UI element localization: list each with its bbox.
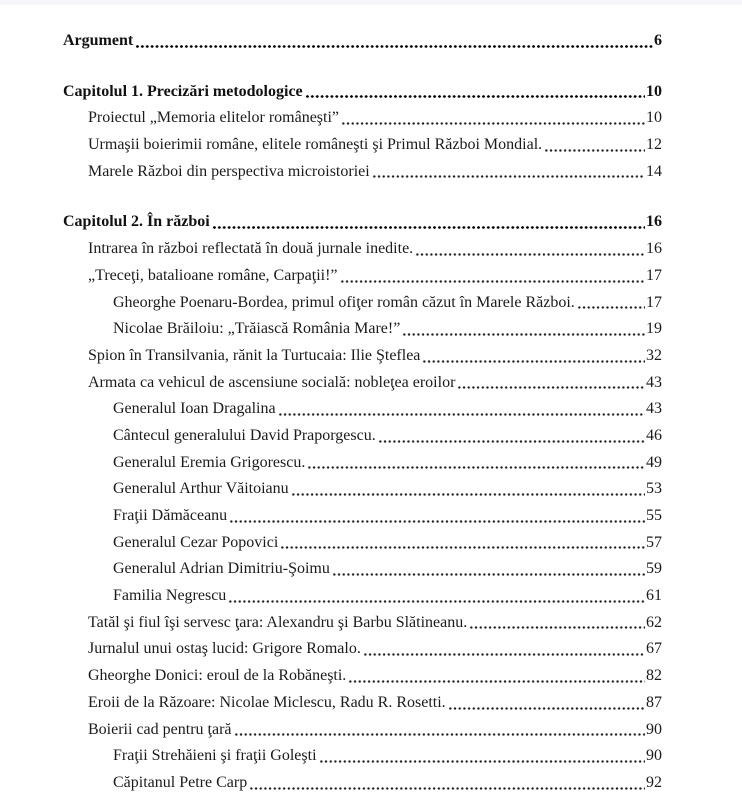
toc-entry-label: Urmaşii boierimii române, elitele româneşti şi Primul Război Mondial. bbox=[88, 136, 543, 154]
dot-leader bbox=[279, 530, 645, 557]
toc-entry-page: 17 bbox=[646, 266, 662, 284]
toc-entry-label: Generalul Eremia Grigorescu. bbox=[113, 453, 306, 471]
toc-entry-page: 55 bbox=[646, 507, 662, 524]
toc-entry[interactable] bbox=[63, 263, 662, 290]
dot-leader bbox=[277, 396, 645, 423]
toc-entry-label: Fraţii Strehăieni şi fraţii Goleşti bbox=[113, 747, 317, 765]
toc-entry[interactable] bbox=[63, 770, 662, 797]
toc-entry[interactable] bbox=[63, 290, 662, 317]
toc-entry-label: Căpitanul Petre Carp bbox=[113, 773, 248, 791]
toc-entry-label: Jurnalul unui ostaş lucid: Grigore Romalo. bbox=[88, 640, 361, 658]
dot-leader bbox=[362, 636, 645, 663]
toc-entry-page: 10 bbox=[646, 82, 662, 100]
toc-entry[interactable] bbox=[63, 743, 662, 770]
toc-entry-page: 87 bbox=[646, 693, 662, 711]
toc-entry[interactable] bbox=[63, 636, 662, 663]
toc-entry[interactable] bbox=[63, 396, 662, 423]
toc-entry[interactable] bbox=[63, 610, 662, 637]
toc-entry[interactable] bbox=[63, 663, 662, 690]
toc-entry[interactable] bbox=[63, 343, 662, 370]
toc-entry[interactable] bbox=[63, 209, 662, 236]
dot-leader bbox=[248, 770, 645, 797]
toc-entry[interactable] bbox=[63, 717, 662, 744]
toc-entry-label: Generalul Adrian Dimitriu-Şoimu bbox=[113, 560, 330, 578]
toc-entry-page: 90 bbox=[646, 720, 662, 738]
dot-leader bbox=[377, 423, 645, 450]
toc-entry[interactable] bbox=[63, 450, 662, 477]
toc-entry-label: Familia Negrescu bbox=[113, 587, 227, 605]
dot-leader bbox=[227, 583, 645, 610]
toc-entry[interactable] bbox=[63, 690, 662, 717]
dot-leader bbox=[290, 476, 645, 503]
toc-entry-label: Generalul Ioan Dragalina bbox=[113, 400, 276, 418]
toc-entry-page: 53 bbox=[646, 480, 662, 498]
toc-entry-page: 59 bbox=[646, 560, 662, 578]
toc-entry-page: 67 bbox=[646, 640, 662, 658]
dot-leader bbox=[543, 132, 645, 159]
toc-entry-page: 17 bbox=[646, 293, 662, 311]
toc-entry[interactable] bbox=[63, 476, 662, 503]
toc-entry-page: 49 bbox=[646, 453, 662, 471]
toc-entry-page: 10 bbox=[646, 109, 662, 127]
toc-entry-label: Spion în Transilvania, rănit la Turtucaia: Ilie Şteflea bbox=[88, 346, 421, 364]
toc-entry-label: Intrarea în război reflectată în două jurnale inedite. bbox=[88, 240, 414, 258]
page-top-edge bbox=[0, 0, 742, 5]
dot-leader bbox=[468, 610, 645, 637]
toc-entry-label: Generalul Arthur Văitoianu bbox=[113, 480, 289, 498]
dot-leader bbox=[233, 717, 646, 744]
toc-entry-page: 62 bbox=[646, 613, 662, 631]
dot-leader bbox=[318, 743, 645, 770]
dot-leader bbox=[304, 79, 645, 106]
toc-entry[interactable] bbox=[63, 503, 662, 530]
dot-leader bbox=[331, 556, 645, 583]
toc-entry[interactable] bbox=[63, 316, 662, 343]
dot-leader bbox=[211, 209, 645, 236]
toc-entry-page: 82 bbox=[646, 667, 662, 685]
dot-leader bbox=[306, 450, 645, 477]
toc-entry-label: Marele Război din perspectiva microistoriei bbox=[88, 162, 370, 180]
toc-entry-label: Gheorghe Poenaru-Bordea, primul ofiţer român căzut în Marele Război. bbox=[113, 293, 575, 311]
toc-entry[interactable] bbox=[63, 423, 662, 450]
dot-leader bbox=[447, 690, 645, 717]
toc-entry-label: Tatăl şi fiul îşi servesc ţara: Alexandru şi Barbu Slătineanu. bbox=[88, 613, 468, 631]
dot-leader bbox=[371, 159, 645, 186]
toc-entry-page: 43 bbox=[646, 400, 662, 418]
toc-entry-page: 32 bbox=[646, 346, 662, 364]
toc-entry-page: 90 bbox=[646, 747, 662, 765]
toc-entry-page: 57 bbox=[646, 533, 662, 551]
dot-leader bbox=[347, 663, 645, 690]
toc-entry-label: Cântecul generalului David Praporgescu. bbox=[113, 426, 376, 444]
dot-leader bbox=[134, 28, 653, 55]
dot-leader bbox=[456, 370, 645, 397]
toc-entry-label: Argument bbox=[63, 32, 134, 49]
toc-entry-page: 16 bbox=[646, 240, 662, 258]
dot-leader bbox=[339, 263, 645, 290]
toc-entry-label: „Treceţi, batalioane române, Carpaţii!” bbox=[88, 266, 338, 284]
toc-entry-label: Capitolul 1. Precizări metodologice bbox=[63, 82, 303, 100]
toc-entry-page: 6 bbox=[654, 32, 662, 49]
dot-leader bbox=[228, 503, 645, 530]
toc-entry-page: 16 bbox=[646, 213, 662, 231]
toc-entry[interactable] bbox=[63, 370, 662, 397]
toc-entry-label: Fraţii Dămăceanu bbox=[113, 507, 228, 524]
toc-entry-page: 46 bbox=[646, 426, 662, 444]
toc-entry[interactable] bbox=[63, 236, 662, 263]
dot-leader bbox=[576, 290, 645, 317]
toc-entry-label: Armata ca vehicul de ascensiune socială: nobleţea eroilor bbox=[88, 373, 456, 391]
dot-leader bbox=[401, 316, 645, 343]
toc-entry-label: Boierii cad pentru ţară bbox=[88, 720, 232, 738]
toc-entry-label: Generalul Cezar Popovici bbox=[113, 533, 279, 551]
toc-entry-page: 14 bbox=[646, 162, 662, 180]
toc-entry-label: Nicolae Brăiloiu: „Trăiască România Mare!” bbox=[113, 320, 401, 338]
toc-entry[interactable] bbox=[63, 79, 662, 106]
toc-entry-page: 61 bbox=[646, 587, 662, 605]
toc-entry-page: 12 bbox=[646, 136, 662, 154]
dot-leader bbox=[421, 343, 645, 370]
toc-entry-page: 19 bbox=[646, 320, 662, 338]
toc-entry[interactable] bbox=[63, 530, 662, 557]
dot-leader bbox=[414, 236, 645, 263]
table-of-contents bbox=[63, 28, 662, 797]
toc-entry-label: Gheorghe Donici: eroul de la Robăneşti. bbox=[88, 667, 347, 685]
dot-leader bbox=[340, 105, 645, 132]
toc-entry[interactable] bbox=[63, 159, 662, 186]
toc-entry[interactable] bbox=[63, 28, 662, 55]
toc-entry[interactable] bbox=[63, 105, 662, 132]
toc-entry-label: Proiectul „Memoria elitelor româneşti” bbox=[88, 109, 340, 127]
toc-entry-label: Capitolul 2. În război bbox=[63, 213, 210, 231]
toc-entry[interactable] bbox=[63, 132, 662, 159]
toc-entry[interactable] bbox=[63, 583, 662, 610]
toc-entry-page: 43 bbox=[646, 373, 662, 391]
toc-entry-label: Eroii de la Răzoare: Nicolae Miclescu, Radu R. Rosetti. bbox=[88, 693, 446, 711]
toc-entry-page: 92 bbox=[646, 773, 662, 791]
toc-entry[interactable] bbox=[63, 556, 662, 583]
